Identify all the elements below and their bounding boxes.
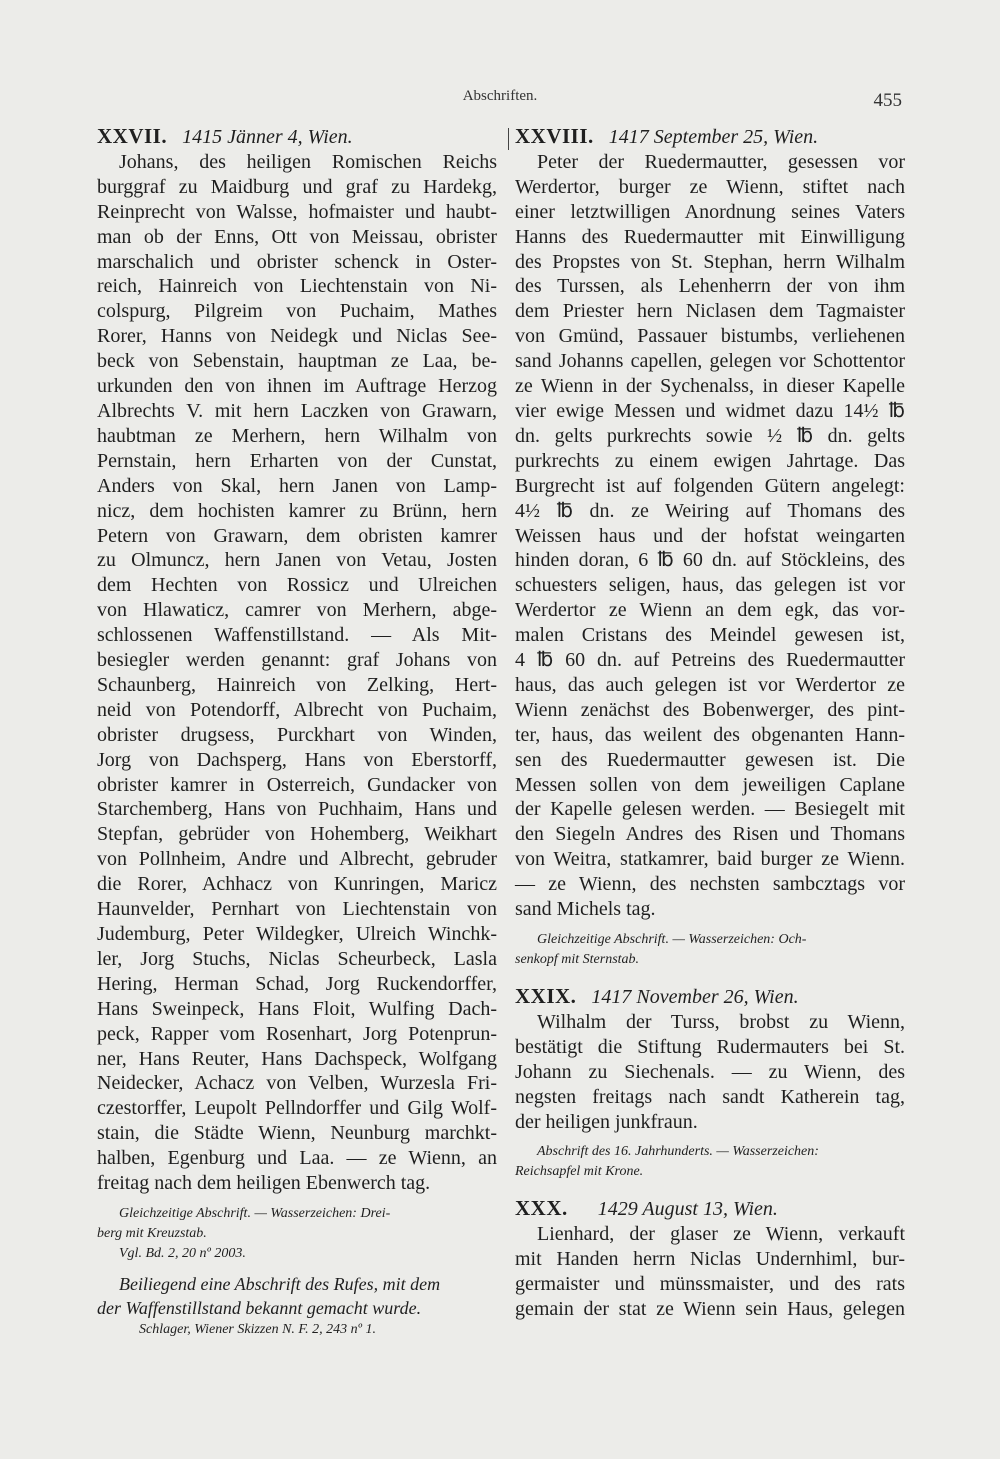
note-line: berg mit Kreuzstab. <box>97 1225 207 1241</box>
body-line: Messen sollen von dem jeweiligen Caplane <box>515 773 905 796</box>
body-line: — ze Wienn, des nechsten sambcztags vor <box>515 873 905 896</box>
body-line: burggraf zu Maidburg und graf zu Hardekg, <box>97 175 497 198</box>
body-line: von Pollnheim, Andre und Albrecht, gebruder <box>97 848 497 871</box>
body-line: von Hlawaticz, camrer von Merhern, abge- <box>97 599 497 622</box>
body-line: Anders von Skal, hern Janen von Lamp- <box>97 474 497 497</box>
body-line: dem Hechten von Rossicz und Ulreichen <box>97 574 497 597</box>
page-number: 455 <box>873 90 902 111</box>
body-line: Jorg von Dachsperg, Hans von Eberstorff, <box>97 748 497 771</box>
note-line: Vgl. Bd. 2, 20 nº 2003. <box>119 1245 246 1261</box>
entry-body <box>97 150 497 1196</box>
entry-heading <box>515 984 905 1010</box>
body-line: Reinprecht von Walsse, hofmaister und haubt- <box>97 200 497 223</box>
body-line: reich, Hainreich von Liechtenstain von Ni- <box>97 275 497 298</box>
body-line: colspurg, Pilgreim von Puchaim, Mathes <box>97 300 497 323</box>
entry-date: 1429 August 13, Wien. <box>597 1198 778 1221</box>
body-line: des Turssen, als Lehenherrn der von ihm <box>515 275 905 298</box>
body-line: schlossenen Waffenstillstand. — Als Mit- <box>97 624 497 647</box>
body-line: neid von Potendorff, Albrecht von Puchaim, <box>97 698 497 721</box>
body-line: einer letztwilligen Anordnung seines Vaters <box>515 200 905 223</box>
entry-number: XXX. <box>515 1196 568 1221</box>
body-line: obrister drugsess, Purckhart von Winden, <box>97 723 497 746</box>
body-line: urkunden den von ihnen im Auftrage Herzog <box>97 375 497 398</box>
body-line: Petern von Grawarn, dem obristen kamrer <box>97 524 497 547</box>
entry-number: XXVII. <box>97 124 168 148</box>
body-line: dn. gelts purkrechts sowie ½ ℔ dn. gelts <box>515 424 905 447</box>
appendix-line: Beiliegend eine Abschrift des Rufes, mit dem <box>119 1273 441 1294</box>
body-line: Starchemberg, Hans von Puchhaim, Hans und <box>97 798 497 821</box>
body-line: sand Johanns capellen, gelegen vor Schottentor <box>515 350 905 373</box>
entry-notes <box>515 930 905 970</box>
column-divider <box>508 128 509 150</box>
body-line: beck von Sebenstain, hauptman ze Laa, be- <box>97 350 497 373</box>
body-line: Werdertor ze Wienn an dem egk, das vor- <box>515 599 905 622</box>
body-line: hinden doran, 6 ℔ 60 dn. auf Stöckleins, des <box>515 549 905 572</box>
entry-heading <box>515 124 905 150</box>
body-line: ler, Jorg Stuchs, Niclas Scheurbeck, Lasla <box>97 947 497 970</box>
note-line: Abschrift des 16. Jahrhunderts. — Wasserzeichen: <box>537 1144 819 1160</box>
body-line: besiegler werden genannt: graf Johans von <box>97 649 497 672</box>
entry-date: 1417 November 26, Wien. <box>591 986 799 1008</box>
body-line: freitag nach dem heiligen Ebenwerch tag. <box>97 1172 431 1195</box>
body-line: czestorffer, Leupolt Pellndorffer und Gilg Wolf- <box>97 1097 497 1120</box>
body-line: Judemburg, Peter Wildegker, Ulreich Winchk- <box>97 923 497 945</box>
body-line: ner, Hans Reuter, Hans Dachspeck, Wolfgang <box>97 1047 497 1070</box>
body-line: Werdertor, burger ze Wienn, stiftet nach <box>515 175 905 198</box>
body-line: Rorer, Hanns von Neidegk und Niclas See- <box>97 325 497 348</box>
running-header: Abschriften. <box>462 88 538 104</box>
body-line: negsten freitags nach sandt Katherein tag, <box>515 1085 905 1108</box>
body-line: Wienn zenächst des Bobenwerger, des pint- <box>515 698 905 721</box>
body-line: nicz, dem hochisten kamrer zu Brünn, hern <box>97 499 497 522</box>
body-line: von Gmünd, Passauer bistumbs, verliehenen <box>515 325 905 348</box>
body-line: Weissen haus und der hofstat weingarten <box>515 524 905 547</box>
body-line: gemain der stat ze Wienn sein Haus, gelegen <box>515 1298 905 1321</box>
entry-body <box>515 1010 905 1135</box>
body-line: Hans Sweinpeck, Hans Floit, Wulfing Dach- <box>97 997 497 1020</box>
body-line: Peter der Ruedermautter, gesessen vor <box>537 150 905 173</box>
body-line: Hering, Herman Schad, Jorg Ruckendorffer, <box>97 972 497 995</box>
body-line: Neidecker, Achacz von Velben, Wurzesla Fri- <box>97 1072 497 1095</box>
body-line: peck, Rapper vom Rosenhart, Jorg Potenprun- <box>97 1022 497 1045</box>
body-line: Wilhalm der Turss, brobst zu Wienn, <box>537 1010 905 1033</box>
note-line: senkopf mit Sternstab. <box>515 952 640 967</box>
body-line: die Rorer, Achhacz von Kunringen, Maricz <box>97 873 497 896</box>
body-line: stain, die Städte Wienn, Neunburg marchkt- <box>97 1122 497 1145</box>
body-line: haubtman ze Merhern, hern Wilhalm von <box>97 424 497 447</box>
body-line: ze Wienn in der Sychenalss, in dieser Kapelle <box>515 375 905 398</box>
body-line: der heiligen junkfraun. <box>515 1110 698 1133</box>
body-line: halben, Egenburg und Laa. — ze Wienn, an <box>97 1147 497 1170</box>
appendix-line: der Waffenstillstand bekannt gemacht wurde. <box>97 1297 422 1318</box>
body-line: Burgrecht ist auf folgenden Gütern angelegt: <box>515 474 905 497</box>
appendix-reference: Schlager, Wiener Skizzen N. F. 2, 243 nº 1. <box>139 1321 377 1337</box>
note-line: Gleichzeitige Abschrift. — Wasserzeichen: Och- <box>537 932 807 947</box>
body-line: dem Priester hern Niclasen dem Tagmaister <box>515 300 905 323</box>
body-line: man ob der Enns, Ott von Meissau, obrister <box>97 225 497 248</box>
body-line: germaister und münssmaister, und des rats <box>515 1273 905 1296</box>
body-line: des Propstes von St. Stephan, herrn Wilhalm <box>515 250 905 273</box>
body-line: bestätigt die Stiftung Rudermauters bei St. <box>515 1035 905 1058</box>
body-line: den Siegeln Andres des Risen und Thomans <box>515 823 905 846</box>
body-line: obrister kamrer in Osterreich, Gundacker von <box>97 773 497 796</box>
body-line: purkrechts zu einem ewigen Jahrtage. Das <box>515 449 905 472</box>
body-line: Hanns des Ruedermautter mit Einwilligung <box>515 225 905 248</box>
entry-number: XXIX. <box>515 984 577 1008</box>
entry-date: 1417 September 25, Wien. <box>608 126 819 148</box>
entry-body <box>515 1222 905 1322</box>
body-line: Pernstain, hern Erharten von der Cunstat, <box>97 449 497 472</box>
entry-body <box>515 150 905 922</box>
body-line: malen Cristans des Meindel gewesen ist, <box>515 624 905 647</box>
body-line: zu Olmuncz, hern Janen von Vetau, Josten <box>97 549 497 572</box>
body-line: schuesters seligen, haus, das gelegen ist vor <box>515 574 905 597</box>
body-line: sen des Ruedermautter gewesen ist. Die <box>515 748 905 771</box>
body-line: Johann zu Siechenals. — zu Wienn, des <box>515 1060 905 1083</box>
note-line: Gleichzeitige Abschrift. — Wasserzeichen: Drei- <box>119 1205 391 1221</box>
body-line: sand Michels tag. <box>515 898 656 921</box>
right-column <box>515 124 905 1322</box>
appendix-note <box>97 1272 497 1320</box>
body-line: Stepfan, gebrüder von Hohemberg, Weikhart <box>97 823 497 846</box>
entry-heading <box>97 124 497 150</box>
body-line: 4 ℔ 60 dn. auf Petreins des Ruedermautter <box>515 649 905 672</box>
body-line: Albrechts V. mit hern Laczken von Grawarn, <box>97 399 497 422</box>
body-line: Schaunberg, Hainreich von Zelking, Hert- <box>97 673 497 696</box>
note-line: Reichsapfel mit Krone. <box>515 1164 644 1180</box>
body-line: Haunvelder, Pernhart von Liechtenstain von <box>97 898 497 921</box>
body-line: mit Handen herrn Niclas Undernhiml, bur- <box>515 1248 905 1271</box>
left-column <box>97 124 497 1340</box>
entry-notes <box>515 1142 905 1182</box>
body-line: der Kapelle gelesen werden. — Besiegelt mit <box>515 798 905 821</box>
entry-number: XXVIII. <box>515 124 594 148</box>
body-line: haus, das auch gelegen ist vor Werdertor ze <box>515 673 905 696</box>
body-line: marschalich und obrister schenck in Oster- <box>97 250 497 273</box>
entry-date: 1415 Jänner 4, Wien. <box>182 126 353 148</box>
body-line: ter, haus, das weilent des obgenanten Hann- <box>515 723 905 746</box>
entry-heading <box>515 1196 905 1222</box>
body-line: vier ewige Messen und widmet dazu 14½ ℔ <box>515 399 905 422</box>
body-line: 4½ ℔ dn. ze Weiring auf Thomans des <box>515 499 905 522</box>
body-line: Lienhard, der glaser ze Wienn, verkauft <box>537 1223 905 1246</box>
body-line: Johans, des heiligen Romischen Reichs <box>119 150 497 173</box>
body-line: von Weitra, statkamrer, baid burger ze Wienn. <box>515 848 905 871</box>
entry-notes <box>97 1204 497 1264</box>
